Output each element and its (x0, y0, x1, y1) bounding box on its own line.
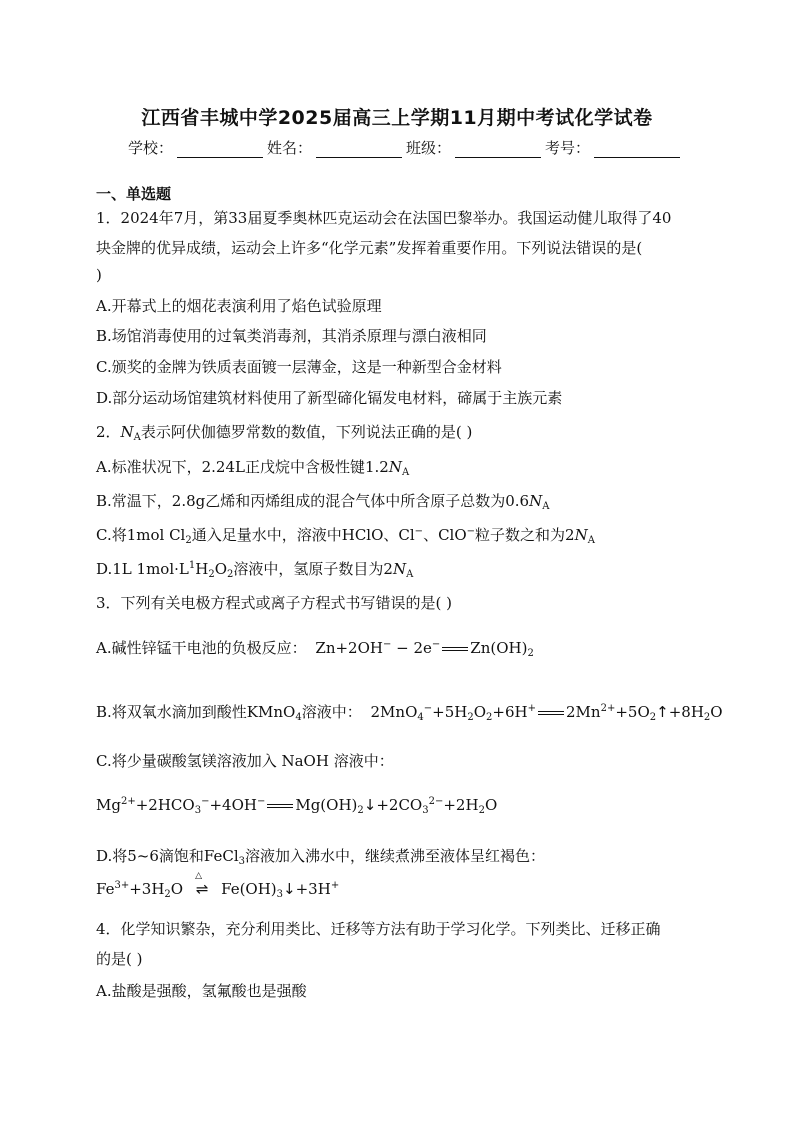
q3-stem: 3．下列有关电极方程式或离子方程式书写错误的是( ) (96, 594, 453, 612)
q3-option-d: D.将5~6滴饱和FeCl$_3$溶液加入沸水中，继续煮沸至液体呈红褐色： (96, 847, 546, 867)
school-label: 学校： (128, 139, 174, 157)
q1-line-2: 块金牌的优异成绩，运动会上许多“化学元素”发挥着重要作用。下列说法错误的是( (96, 239, 643, 257)
q1-option-a: A.开幕式上的烟花表演利用了焰色试验原理 (96, 297, 382, 315)
page-title: 江西省丰城中学2025届高三上学期11月期中考试化学试卷 (141, 107, 653, 129)
number-label: 考号： (545, 139, 591, 157)
q1-option-b: B.场馆消毒使用的过氧类消毒剂，其消杀原理与漂白液相同 (96, 327, 487, 345)
precipitate-down-arrow-icon: ↓ (283, 880, 296, 898)
q3-option-d-equation: $Fe^{3+}+3H_2O$ △ ⇌ $Fe(OH)_3↓+3H^+$ (96, 871, 340, 900)
equals-sign (442, 647, 468, 651)
q1-line-1: 1．2024年7月，第33届夏季奥林匹克运动会在法国巴黎举办。我国运动健儿取得了40 (96, 209, 672, 227)
q2-option-b: B.常温下，2.8g乙烯和丙烯组成的混合气体中所含原子总数为$0.6N_A$ (96, 492, 550, 512)
school-blank[interactable] (177, 143, 263, 158)
q4-line-2: 的是( ) (96, 950, 143, 968)
q1-line-3: ) (96, 266, 102, 284)
q4-option-a: A.盐酸是强酸，氢氟酸也是强酸 (96, 982, 307, 1000)
q3-option-c: C.将少量碳酸氢镁溶液加入 NaOH 溶液中： (96, 752, 394, 770)
precipitate-down-arrow-icon: ↓ (363, 796, 377, 814)
equals-sign (267, 804, 293, 808)
q1-option-c: C.颁奖的金牌为铁质表面镀一层薄金，这是一种新型合金材料 (96, 358, 502, 376)
section-title: 一、单选题 (96, 185, 172, 203)
q2-option-d: D.1L $1mol\cdot L^1H_2O_2$溶液中，氢原子数目为$2N_A$ (96, 560, 414, 580)
name-blank[interactable] (316, 143, 402, 158)
reversible-arrow-icon: △ ⇌ (195, 871, 209, 898)
q4-line-1: 4．化学知识繁杂，充分利用类比、迁移等方法有助于学习化学。下列类比、迁移正确 (96, 920, 661, 938)
class-label: 班级： (406, 139, 452, 157)
gas-up-arrow-icon: ↑ (656, 703, 669, 721)
q2-stem: 2．$N_A$表示阿伏伽德罗常数的数值，下列说法正确的是( ) (96, 423, 473, 443)
name-label: 姓名： (267, 139, 313, 157)
q3-option-c-equation: $Mg^{2+}+2HCO_3^-+4OH^-$ $Mg(OH)_2↓+2CO_3^{2-}+2H_2O$ (96, 796, 498, 816)
q3-option-a: A.碱性锌锰干电池的负极反应： Zn+2OH− − 2e− $Zn(OH)_2$ (96, 639, 534, 659)
q2-option-c: C.将1mol $Cl_2$通入足量水中，溶液中HClO、Cl−、ClO−粒子数之和为$2N_A$ (96, 526, 595, 546)
equals-sign (538, 711, 564, 715)
class-blank[interactable] (455, 143, 541, 158)
q3-option-b: B.将双氧水滴加到酸性KMnO$_4$溶液中： $2MnO_4^-+5H_2O_2+6H^+$ $2Mn^{2+}+5O_2↑+8H_2O$ (96, 703, 723, 723)
student-info-row (128, 137, 684, 158)
number-blank[interactable] (594, 143, 680, 158)
q2-option-a: A.标准状况下，2.24L正戊烷中含极性键$1.2N_A$ (96, 458, 410, 478)
q1-option-d: D.部分运动场馆建筑材料使用了新型碲化镉发电材料，碲属于主族元素 (96, 389, 563, 407)
